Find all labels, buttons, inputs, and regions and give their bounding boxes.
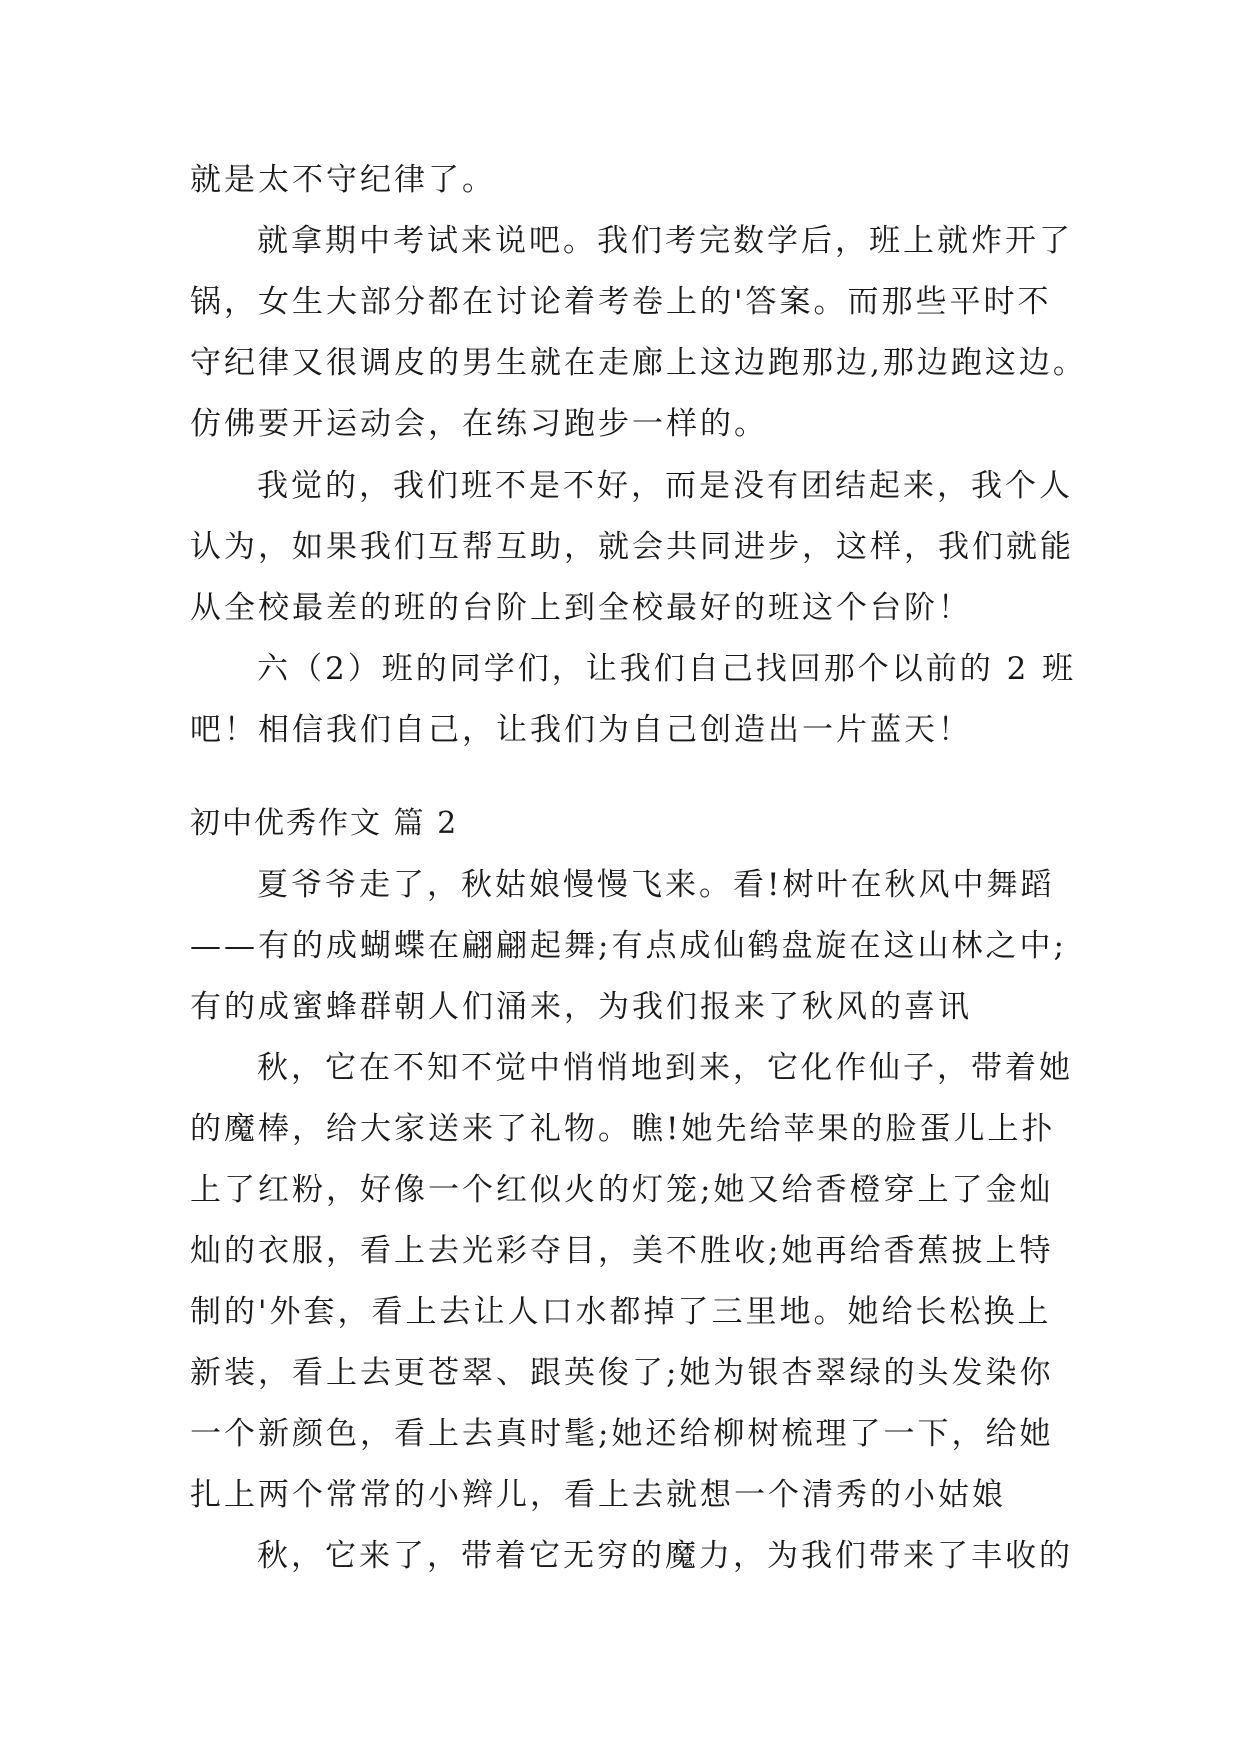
text-line: 守纪律又很调皮的男生就在走廊上这边跑那边,那边跑这边。 [190,345,1087,381]
section-title: 初中优秀作文 篇 2 [190,806,459,841]
paragraph-first-line: 夏爷爷走了，秋姑娘慢慢飞来。看!树叶在秋风中舞蹈 [257,867,1055,903]
text-line: 一个新颜色，看上去真时髦;她还给柳树梳理了一下，给她 [190,1416,1054,1452]
text-line: 新装，看上去更苍翠、跟英俊了;她为银杏翠绿的头发染你 [190,1355,1054,1391]
text-line: 扎上两个常常的小辫儿，看上去就想一个清秀的小姑娘 [190,1477,1006,1513]
text-line: 吧！相信我们自己，让我们为自己创造出一片蓝天！ [190,712,972,748]
text-line: 灿的衣服，看上去光彩夺目，美不胜收;她再给香蕉披上特 [190,1233,1054,1269]
paragraph-first-line: 六（2）班的同学们，让我们自己找回那个以前的 2 班 [257,651,1077,687]
text-line: 就是太不守纪律了。 [190,162,496,198]
paragraph-first-line: 就拿期中考试来说吧。我们考完数学后，班上就炸开了 [257,223,1073,259]
paragraph-first-line: 秋，它在不知不觉中悄悄地到来，它化作仙子，带着她 [257,1050,1073,1086]
text-line: 从全校最差的班的台阶上到全校最好的班这个台阶！ [190,590,972,626]
text-line: 锅，女生大部分都在讨论着考卷上的'答案。而那些平时不 [190,284,1052,320]
text-line: 仿佛要开运动会，在练习跑步一样的。 [190,406,768,442]
text-line: ——有的成蝴蝶在翩翩起舞;有点成仙鹤盘旋在这山林之中; [190,928,1067,964]
text-line: 的魔棒，给大家送来了礼物。瞧!她先给苹果的脸蛋儿上扑 [190,1111,1056,1147]
text-line: 认为，如果我们互帮互助，就会共同进步，这样，我们就能 [190,529,1074,565]
paragraph-first-line: 我觉的，我们班不是不好，而是没有团结起来，我个人 [257,468,1073,504]
paragraph-first-line: 秋，它来了，带着它无穷的魔力，为我们带来了丰收的 [257,1538,1073,1574]
text-line: 上了红粉，好像一个红似火的灯笼;她又给香橙穿上了金灿 [190,1172,1054,1208]
text-line: 制的'外套，看上去让人口水都掉了三里地。她给长松换上 [190,1294,1052,1330]
text-line: 有的成蜜蜂群朝人们涌来，为我们报来了秋风的喜讯 [190,989,972,1025]
